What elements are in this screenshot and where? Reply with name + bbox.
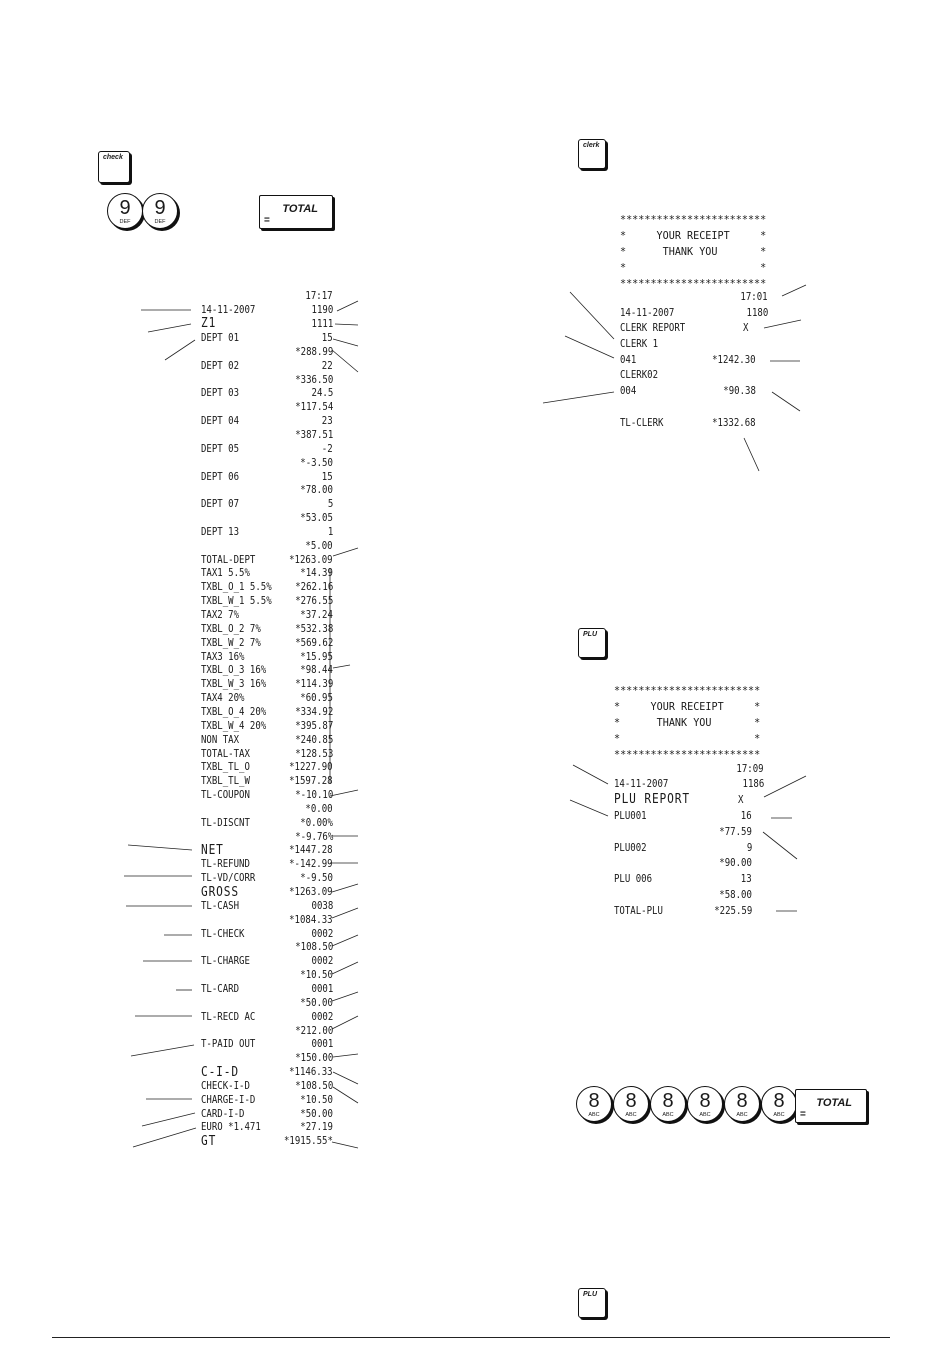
receipt-row-value: *108.50	[294, 941, 333, 954]
receipt-row-value: *50.00	[300, 996, 333, 1009]
receipt-row-value: 1	[327, 525, 333, 538]
plu-banner-3: * *	[614, 732, 761, 745]
receipt-row-value: *387.51	[294, 428, 333, 441]
clerk-stars-top: ************************	[620, 213, 767, 226]
z1-report: Z1	[201, 316, 217, 331]
receipt-row-label: TL-DISCNT	[201, 816, 250, 829]
receipt-row-label: DEPT 05	[201, 442, 240, 455]
eight-sub: ABC	[773, 1112, 785, 1118]
receipt-row-value: 0001	[311, 982, 333, 995]
z1-counter: 1190	[311, 304, 333, 316]
receipt-row-label: CLERK02	[620, 369, 659, 382]
receipt-row-value: *276.55	[294, 595, 333, 608]
eight-digit: 8	[736, 1090, 748, 1112]
receipt-row-label: DEPT 01	[201, 332, 240, 344]
receipt-row-value: *240.85	[294, 733, 333, 746]
receipt-row-value: *27.19	[300, 1121, 333, 1134]
receipt-row-label: TXBL_TL_W	[201, 775, 250, 788]
receipt-row-label: TL-VD/CORR	[201, 872, 256, 885]
receipt-row-value: 22	[322, 359, 333, 372]
receipt-row-value: 0002	[311, 1010, 333, 1023]
receipt-row-label: TAX1 5.5%	[201, 567, 250, 580]
check-key-label: check	[103, 154, 123, 161]
plu-total-label: TOTAL-PLU	[614, 905, 663, 917]
receipt-row-value: *1146.33	[289, 1066, 333, 1079]
clerk-mark: X	[743, 322, 749, 334]
receipt-row-value: *212.00	[294, 1024, 333, 1037]
total-key-label: TOTAL	[816, 1097, 852, 1109]
receipt-row-label: TL-REFUND	[201, 858, 250, 871]
eight-sub: ABC	[625, 1112, 637, 1118]
receipt-row-label: GROSS	[201, 885, 239, 900]
plu-mark: X	[738, 794, 744, 806]
receipt-row-value: *1227.90	[289, 761, 333, 774]
receipt-row-label: PLU001	[614, 810, 647, 822]
receipt-row-value: 15	[322, 332, 333, 344]
receipt-row-value: 0002	[311, 927, 333, 940]
plu-key-label: PLU	[583, 1291, 597, 1298]
receipt-row-value: 15	[322, 470, 333, 483]
receipt-row-label: TXBL_O_1 5.5%	[201, 581, 272, 594]
receipt-row-value: 13	[741, 873, 752, 886]
receipt-row-label: NON TAX	[201, 733, 240, 746]
eight-digit: 8	[773, 1090, 785, 1112]
plu-counter: 1186	[742, 778, 764, 790]
nine-sub: DEF	[119, 219, 131, 225]
eight-sub: ABC	[662, 1112, 674, 1118]
receipt-row-value: *0.00%	[300, 816, 333, 829]
receipt-row-label: TOTAL-DEPT	[201, 553, 256, 566]
receipt-row-label: TL-RECD AC	[201, 1010, 256, 1023]
receipt-row-value: *60.95	[300, 692, 333, 705]
receipt-row-value: *288.99	[294, 345, 333, 358]
receipt-row-label: TXBL_W_2 7%	[201, 636, 261, 649]
receipt-row-label: TOTAL-TAX	[201, 747, 250, 760]
receipt-row-value: *50.00	[300, 1107, 333, 1120]
receipt-row-value: *1263.09	[289, 553, 333, 566]
clerk-banner-2: * THANK YOU *	[620, 245, 767, 258]
receipt-row-label: TXBL_TL_O	[201, 761, 250, 774]
nine-digit: 9	[154, 197, 166, 219]
z1-report-no: 1111	[311, 318, 333, 330]
receipt-row-value: 0001	[311, 1038, 333, 1051]
eight-sub: ABC	[699, 1112, 711, 1118]
receipt-row-value: *532.38	[294, 622, 333, 635]
receipt-row-label: TL-CHECK	[201, 927, 245, 940]
clerk-total-value: *1332.68	[712, 417, 756, 429]
receipt-row-value: *90.00	[719, 857, 752, 870]
receipt-row-value: 9	[746, 841, 752, 854]
plu-key-label: PLU	[583, 631, 597, 638]
plu-stars-top: ************************	[614, 684, 761, 697]
clerk-report: CLERK REPORT	[620, 322, 686, 334]
clerk-date: 14-11-2007	[620, 307, 675, 319]
receipt-row-label: CARD-I-D	[201, 1107, 245, 1120]
eight-sub: ABC	[736, 1112, 748, 1118]
receipt-row-label: TAX4 20%	[201, 692, 245, 705]
receipt-row-value: *-9.76%	[294, 830, 333, 843]
page-footer-rule	[52, 1337, 890, 1338]
receipt-row-label: 004	[620, 385, 637, 398]
plu-stars-bottom: ************************	[614, 748, 761, 761]
nine-sub: DEF	[154, 219, 166, 225]
z1-time: 17:17	[305, 290, 333, 302]
plu-total-value: *225.59	[713, 905, 752, 917]
receipt-row-value: *77.59	[719, 825, 752, 838]
receipt-row-value: *334.92	[294, 705, 333, 718]
z1-date: 14-11-2007	[201, 304, 256, 316]
receipt-row-label: NET	[201, 843, 224, 859]
receipt-row-value: *58.00	[719, 889, 752, 901]
receipt-row-value: *108.50	[294, 1079, 333, 1092]
plu-date: 14-11-2007	[614, 778, 669, 790]
receipt-row-value: *10.50	[300, 969, 333, 982]
receipt-row-label: DEPT 03	[201, 387, 240, 400]
clerk-total-label: TL-CLERK	[620, 417, 664, 429]
receipt-row-value: *-3.50	[300, 456, 333, 469]
receipt-row-label: TXBL_W_4 20%	[201, 719, 267, 732]
eight-digit: 8	[588, 1090, 600, 1112]
plu-banner-1: * YOUR RECEIPT *	[614, 700, 761, 713]
receipt-row-value: *150.00	[294, 1052, 333, 1065]
receipt-row-value: 0038	[311, 899, 333, 912]
clerk-stars-bottom: ************************	[620, 277, 767, 290]
receipt-row-label: DEPT 13	[201, 525, 240, 538]
plu-banner-2: * THANK YOU *	[614, 716, 761, 729]
receipt-row-label: DEPT 04	[201, 415, 240, 428]
receipt-row-label: TL-COUPON	[201, 789, 250, 802]
receipt-row-value: *15.95	[300, 650, 333, 663]
receipt-row-value: *114.39	[294, 678, 333, 691]
receipt-row-value: 0002	[311, 955, 333, 968]
receipt-row-label: PLU 006	[614, 873, 653, 886]
receipt-row-label: C-I-D	[201, 1065, 239, 1081]
receipt-row-label: T-PAID OUT	[201, 1038, 256, 1051]
receipt-row-label: TXBL_O_4 20%	[201, 705, 267, 718]
receipt-row-value: *-10.10	[294, 789, 333, 802]
equals-sign: =	[264, 215, 270, 226]
clerk-banner-1: * YOUR RECEIPT *	[620, 229, 767, 242]
receipt-row-label: TAX3 16%	[201, 650, 245, 663]
receipt-row-value: *1447.28	[289, 844, 333, 857]
receipt-row-label: DEPT 02	[201, 359, 240, 372]
receipt-row-value: *1242.30	[712, 353, 756, 366]
receipt-row-label: TL-CHARGE	[201, 955, 250, 968]
plu-time: 17:09	[736, 763, 764, 775]
clerk-key-label: clerk	[583, 142, 600, 149]
plu-report: PLU REPORT	[614, 792, 690, 807]
clerk-counter: 1180	[746, 307, 768, 319]
receipt-row-value: *117.54	[294, 401, 333, 414]
receipt-row-value: 5	[327, 498, 333, 511]
receipt-row-label: DEPT 06	[201, 470, 240, 483]
receipt-row-label: TL-CASH	[201, 899, 240, 912]
receipt-row-label: TXBL_O_3 16%	[201, 664, 267, 677]
receipt-row-value: *5.00	[305, 539, 333, 552]
receipt-row-value: *569.62	[294, 636, 333, 649]
receipt-row-value: 24.5	[311, 387, 333, 400]
receipt-row-value: *37.24	[300, 609, 333, 621]
eight-digit: 8	[699, 1090, 711, 1112]
receipt-row-label: TAX2 7%	[201, 609, 240, 621]
eight-sub: ABC	[588, 1112, 600, 1118]
receipt-row-value: *-9.50	[300, 872, 333, 885]
receipt-row-label: TXBL_W_1 5.5%	[201, 595, 272, 608]
receipt-row-label: CHECK-I-D	[201, 1079, 250, 1092]
receipt-row-value: *10.50	[300, 1093, 333, 1106]
receipt-row-value: *395.87	[294, 719, 333, 732]
equals-sign: =	[800, 1109, 806, 1120]
receipt-row-value: *1597.28	[289, 775, 333, 788]
clerk-banner-3: * *	[620, 261, 767, 274]
receipt-row-label: CHARGE-I-D	[201, 1093, 256, 1106]
receipt-row-value: *1084.33	[289, 913, 333, 926]
receipt-row-value: *14.39	[300, 567, 333, 580]
receipt-row-value: *-142.99	[289, 858, 333, 871]
receipt-row-label: GT	[201, 1134, 217, 1150]
receipt-row-value: *78.00	[300, 484, 333, 497]
receipt-row-label: TXBL_O_2 7%	[201, 622, 261, 635]
receipt-row-value: *0.00	[305, 802, 333, 815]
eight-digit: 8	[625, 1090, 637, 1112]
receipt-row-label: PLU002	[614, 841, 647, 854]
total-key-label: TOTAL	[282, 203, 318, 215]
receipt-row-label: DEPT 07	[201, 498, 240, 511]
receipt-row-label: CLERK 1	[620, 338, 659, 350]
clerk-time: 17:01	[740, 291, 768, 303]
receipt-row-value: *262.16	[294, 581, 333, 594]
receipt-row-value: *98.44	[300, 664, 333, 677]
receipt-row-label: TL-CARD	[201, 982, 240, 995]
receipt-row-value: *1915.55*	[284, 1135, 333, 1148]
receipt-row-value: *1263.09	[289, 886, 333, 898]
receipt-row-value: *53.05	[300, 512, 333, 525]
receipt-row-label: TXBL_W_3 16%	[201, 678, 267, 691]
receipt-row-label: EURO *1.471	[201, 1121, 261, 1134]
receipt-row-value: *90.38	[723, 385, 756, 398]
receipt-row-value: 16	[741, 810, 752, 822]
receipt-row-value: -2	[322, 442, 333, 455]
eight-digit: 8	[662, 1090, 674, 1112]
receipt-row-value: *336.50	[294, 373, 333, 386]
nine-digit: 9	[119, 197, 131, 219]
receipt-row-value: *128.53	[294, 747, 333, 760]
receipt-row-label: 041	[620, 353, 637, 366]
receipt-row-value: 23	[322, 415, 333, 428]
